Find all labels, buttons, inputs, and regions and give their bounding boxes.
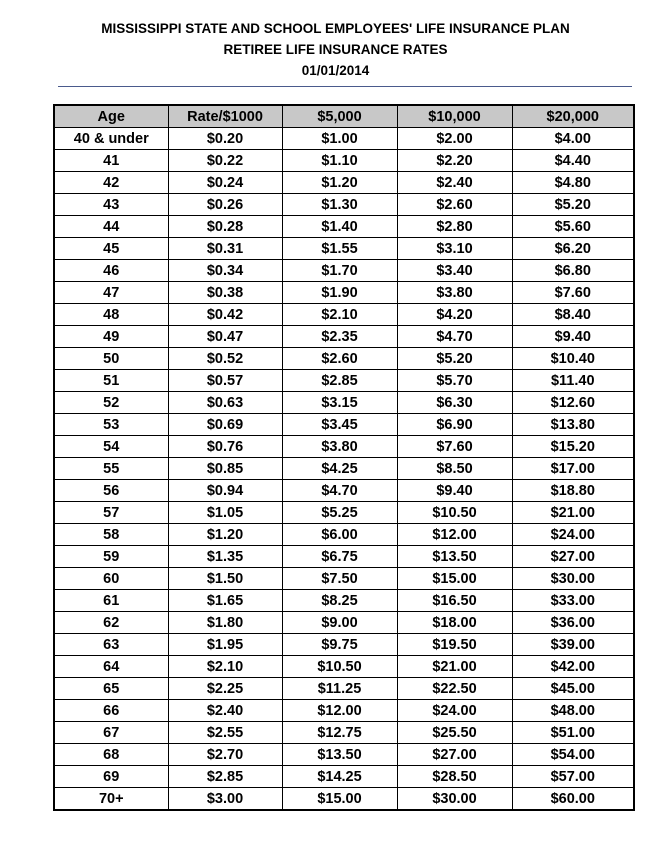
age-cell: 58 <box>54 524 168 546</box>
premium-10000-cell: $9.40 <box>397 480 512 502</box>
table-row <box>54 524 634 546</box>
rate-cell: $0.28 <box>168 216 282 238</box>
premium-20000-cell: $6.80 <box>512 260 634 282</box>
age-cell: 70+ <box>54 788 168 811</box>
premium-5000-cell: $2.10 <box>282 304 397 326</box>
premium-5000-cell: $1.70 <box>282 260 397 282</box>
premium-10000-cell: $3.40 <box>397 260 512 282</box>
premium-5000-cell: $14.25 <box>282 766 397 788</box>
premium-10000-cell: $24.00 <box>397 700 512 722</box>
age-cell: 66 <box>54 700 168 722</box>
premium-10000-cell: $3.10 <box>397 238 512 260</box>
premium-20000-cell: $60.00 <box>512 788 634 811</box>
premium-5000-cell: $5.25 <box>282 502 397 524</box>
table-row <box>54 722 634 744</box>
premium-20000-cell: $9.40 <box>512 326 634 348</box>
table-row <box>54 480 634 502</box>
premium-20000-cell: $17.00 <box>512 458 634 480</box>
premium-20000-cell: $45.00 <box>512 678 634 700</box>
premium-20000-cell: $4.40 <box>512 150 634 172</box>
age-cell: 41 <box>54 150 168 172</box>
premium-5000-cell: $11.25 <box>282 678 397 700</box>
premium-5000-cell: $3.80 <box>282 436 397 458</box>
premium-20000-cell: $30.00 <box>512 568 634 590</box>
premium-10000-cell: $15.00 <box>397 568 512 590</box>
premium-20000-cell: $7.60 <box>512 282 634 304</box>
age-cell: 40 & under <box>54 128 168 150</box>
table-row <box>54 150 634 172</box>
table-row <box>54 194 634 216</box>
age-cell: 68 <box>54 744 168 766</box>
age-cell: 63 <box>54 634 168 656</box>
premium-20000-cell: $51.00 <box>512 722 634 744</box>
rate-cell: $0.42 <box>168 304 282 326</box>
table-row <box>54 238 634 260</box>
premium-10000-cell: $10.50 <box>397 502 512 524</box>
rate-cell: $0.34 <box>168 260 282 282</box>
rates-subtitle: RETIREE LIFE INSURANCE RATES <box>223 42 448 57</box>
age-cell: 57 <box>54 502 168 524</box>
table-row <box>54 216 634 238</box>
rate-cell: $1.80 <box>168 612 282 634</box>
table-row <box>54 370 634 392</box>
premium-5000-cell: $15.00 <box>282 788 397 811</box>
table-row <box>54 612 634 634</box>
premium-10000-cell: $6.30 <box>397 392 512 414</box>
premium-5000-cell: $1.20 <box>282 172 397 194</box>
table-row <box>54 172 634 194</box>
table-row <box>54 260 634 282</box>
age-cell: 67 <box>54 722 168 744</box>
premium-5000-cell: $1.30 <box>282 194 397 216</box>
premium-5000-cell: $6.75 <box>282 546 397 568</box>
premium-5000-cell: $9.75 <box>282 634 397 656</box>
premium-10000-cell: $2.60 <box>397 194 512 216</box>
column-header-age: Age <box>54 105 168 128</box>
rate-cell: $0.69 <box>168 414 282 436</box>
premium-5000-cell: $2.85 <box>282 370 397 392</box>
table-row <box>54 766 634 788</box>
age-cell: 64 <box>54 656 168 678</box>
age-cell: 46 <box>54 260 168 282</box>
rate-cell: $0.63 <box>168 392 282 414</box>
premium-5000-cell: $4.25 <box>282 458 397 480</box>
premium-5000-cell: $4.70 <box>282 480 397 502</box>
rate-cell: $3.00 <box>168 788 282 811</box>
column-header-10000: $10,000 <box>397 105 512 128</box>
premium-20000-cell: $6.20 <box>512 238 634 260</box>
table-row <box>54 392 634 414</box>
premium-20000-cell: $5.60 <box>512 216 634 238</box>
premium-20000-cell: $48.00 <box>512 700 634 722</box>
premium-20000-cell: $8.40 <box>512 304 634 326</box>
premium-10000-cell: $12.00 <box>397 524 512 546</box>
premium-10000-cell: $13.50 <box>397 546 512 568</box>
premium-20000-cell: $57.00 <box>512 766 634 788</box>
premium-20000-cell: $27.00 <box>512 546 634 568</box>
rate-cell: $1.35 <box>168 546 282 568</box>
age-cell: 65 <box>54 678 168 700</box>
premium-10000-cell: $2.40 <box>397 172 512 194</box>
premium-20000-cell: $10.40 <box>512 348 634 370</box>
premium-10000-cell: $5.20 <box>397 348 512 370</box>
table-row <box>54 744 634 766</box>
rate-cell: $1.05 <box>168 502 282 524</box>
rate-cell: $0.22 <box>168 150 282 172</box>
premium-20000-cell: $12.60 <box>512 392 634 414</box>
premium-10000-cell: $2.80 <box>397 216 512 238</box>
table-row <box>54 304 634 326</box>
table-row <box>54 590 634 612</box>
premium-10000-cell: $4.70 <box>397 326 512 348</box>
rate-cell: $0.94 <box>168 480 282 502</box>
rate-cell: $1.50 <box>168 568 282 590</box>
premium-10000-cell: $2.00 <box>397 128 512 150</box>
age-cell: 43 <box>54 194 168 216</box>
rate-cell: $0.24 <box>168 172 282 194</box>
premium-10000-cell: $30.00 <box>397 788 512 811</box>
rate-cell: $2.40 <box>168 700 282 722</box>
premium-5000-cell: $1.55 <box>282 238 397 260</box>
premium-20000-cell: $36.00 <box>512 612 634 634</box>
rate-cell: $2.25 <box>168 678 282 700</box>
premium-10000-cell: $2.20 <box>397 150 512 172</box>
document-header <box>0 18 671 81</box>
rate-cell: $0.31 <box>168 238 282 260</box>
rate-cell: $0.47 <box>168 326 282 348</box>
premium-5000-cell: $7.50 <box>282 568 397 590</box>
premium-10000-cell: $28.50 <box>397 766 512 788</box>
age-cell: 60 <box>54 568 168 590</box>
table-row <box>54 788 634 811</box>
premium-20000-cell: $21.00 <box>512 502 634 524</box>
table-row <box>54 348 634 370</box>
premium-10000-cell: $7.60 <box>397 436 512 458</box>
rates-table <box>53 104 635 811</box>
table-row <box>54 436 634 458</box>
premium-10000-cell: $27.00 <box>397 744 512 766</box>
age-cell: 52 <box>54 392 168 414</box>
premium-5000-cell: $13.50 <box>282 744 397 766</box>
premium-5000-cell: $2.35 <box>282 326 397 348</box>
rate-cell: $0.52 <box>168 348 282 370</box>
rate-cell: $0.20 <box>168 128 282 150</box>
age-cell: 50 <box>54 348 168 370</box>
premium-20000-cell: $11.40 <box>512 370 634 392</box>
premium-10000-cell: $22.50 <box>397 678 512 700</box>
premium-20000-cell: $54.00 <box>512 744 634 766</box>
age-cell: 56 <box>54 480 168 502</box>
age-cell: 42 <box>54 172 168 194</box>
premium-10000-cell: $8.50 <box>397 458 512 480</box>
rate-cell: $2.55 <box>168 722 282 744</box>
rate-cell: $2.85 <box>168 766 282 788</box>
premium-20000-cell: $42.00 <box>512 656 634 678</box>
age-cell: 59 <box>54 546 168 568</box>
table-row <box>54 458 634 480</box>
premium-20000-cell: $13.80 <box>512 414 634 436</box>
table-row <box>54 700 634 722</box>
premium-5000-cell: $1.10 <box>282 150 397 172</box>
premium-5000-cell: $3.45 <box>282 414 397 436</box>
table-row <box>54 282 634 304</box>
premium-10000-cell: $6.90 <box>397 414 512 436</box>
premium-20000-cell: $33.00 <box>512 590 634 612</box>
premium-20000-cell: $24.00 <box>512 524 634 546</box>
age-cell: 48 <box>54 304 168 326</box>
premium-20000-cell: $4.00 <box>512 128 634 150</box>
age-cell: 49 <box>54 326 168 348</box>
table-row <box>54 568 634 590</box>
premium-10000-cell: $25.50 <box>397 722 512 744</box>
age-cell: 44 <box>54 216 168 238</box>
table-row <box>54 326 634 348</box>
rate-cell: $2.10 <box>168 656 282 678</box>
table-row <box>54 414 634 436</box>
premium-10000-cell: $16.50 <box>397 590 512 612</box>
premium-20000-cell: $4.80 <box>512 172 634 194</box>
table-row <box>54 634 634 656</box>
premium-5000-cell: $6.00 <box>282 524 397 546</box>
age-cell: 69 <box>54 766 168 788</box>
premium-10000-cell: $19.50 <box>397 634 512 656</box>
table-row <box>54 678 634 700</box>
column-header-20000: $20,000 <box>512 105 634 128</box>
premium-10000-cell: $3.80 <box>397 282 512 304</box>
premium-5000-cell: $3.15 <box>282 392 397 414</box>
premium-10000-cell: $21.00 <box>397 656 512 678</box>
premium-20000-cell: $15.20 <box>512 436 634 458</box>
premium-5000-cell: $12.75 <box>282 722 397 744</box>
premium-20000-cell: $18.80 <box>512 480 634 502</box>
premium-5000-cell: $10.50 <box>282 656 397 678</box>
table-row <box>54 128 634 150</box>
premium-5000-cell: $9.00 <box>282 612 397 634</box>
rate-cell: $1.20 <box>168 524 282 546</box>
age-cell: 54 <box>54 436 168 458</box>
premium-5000-cell: $8.25 <box>282 590 397 612</box>
plan-title: MISSISSIPPI STATE AND SCHOOL EMPLOYEES' LIFE INSURANCE PLAN <box>101 21 570 36</box>
age-cell: 61 <box>54 590 168 612</box>
premium-5000-cell: $1.00 <box>282 128 397 150</box>
premium-5000-cell: $12.00 <box>282 700 397 722</box>
rate-cell: $0.38 <box>168 282 282 304</box>
age-cell: 55 <box>54 458 168 480</box>
premium-10000-cell: $5.70 <box>397 370 512 392</box>
rate-cell: $0.57 <box>168 370 282 392</box>
age-cell: 45 <box>54 238 168 260</box>
table-row <box>54 656 634 678</box>
rate-cell: $2.70 <box>168 744 282 766</box>
premium-5000-cell: $1.90 <box>282 282 397 304</box>
rate-cell: $1.95 <box>168 634 282 656</box>
age-cell: 47 <box>54 282 168 304</box>
premium-5000-cell: $1.40 <box>282 216 397 238</box>
premium-10000-cell: $4.20 <box>397 304 512 326</box>
age-cell: 51 <box>54 370 168 392</box>
rate-cell: $1.65 <box>168 590 282 612</box>
table-header-row <box>54 105 634 128</box>
table-row <box>54 546 634 568</box>
premium-5000-cell: $2.60 <box>282 348 397 370</box>
column-header-5000: $5,000 <box>282 105 397 128</box>
header-divider <box>58 86 632 87</box>
premium-20000-cell: $5.20 <box>512 194 634 216</box>
rate-cell: $0.76 <box>168 436 282 458</box>
age-cell: 53 <box>54 414 168 436</box>
table-body <box>54 128 634 811</box>
age-cell: 62 <box>54 612 168 634</box>
rate-cell: $0.85 <box>168 458 282 480</box>
column-header-rate: Rate/$1000 <box>168 105 282 128</box>
premium-10000-cell: $18.00 <box>397 612 512 634</box>
rate-cell: $0.26 <box>168 194 282 216</box>
premium-20000-cell: $39.00 <box>512 634 634 656</box>
effective-date: 01/01/2014 <box>301 63 370 78</box>
table-row <box>54 502 634 524</box>
